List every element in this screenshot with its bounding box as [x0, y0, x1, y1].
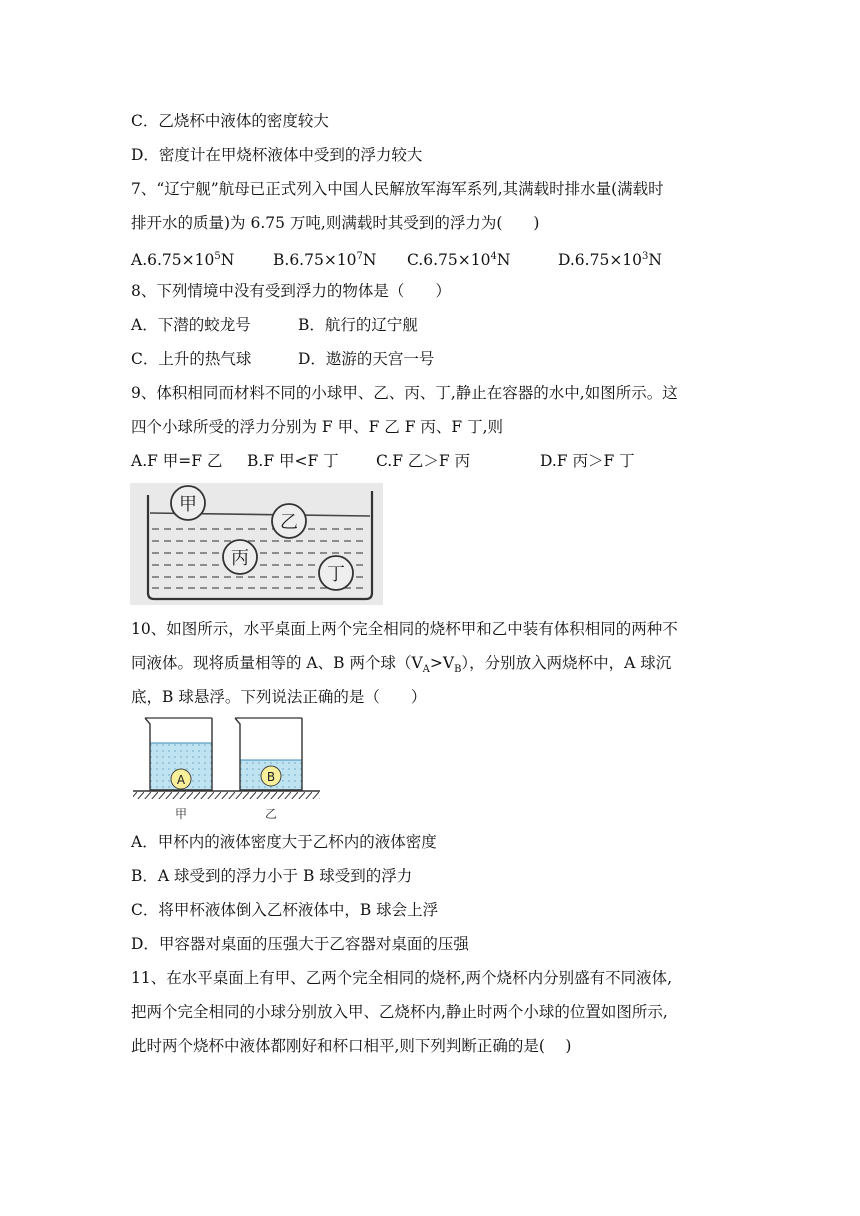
ball-ding-label: 丁 — [327, 564, 345, 585]
q9-option-d: D.F 丙＞F 丁 — [540, 452, 635, 470]
q7-text-line1: 7、“辽宁舰”航母已正式列入中国人民解放军海军系列,其满载时排水量(满载时 — [131, 180, 664, 198]
ball-jia-label: 甲 — [179, 494, 197, 515]
q9-option-b: B.F 甲<F 丁 — [247, 452, 339, 470]
ball-yi-label: 乙 — [280, 512, 298, 533]
cup-yi — [235, 718, 302, 790]
q6-option-c: C．乙烧杯中液体的密度较大 — [131, 112, 329, 130]
cup-jia-label: 甲 — [174, 807, 188, 821]
table-hatch — [133, 792, 320, 799]
q8-option-b: B．航行的辽宁舰 — [298, 316, 418, 334]
q9-text-line2: 四个小球所受的浮力分别为 F 甲、F 乙 F 丙、F 丁,则 — [131, 418, 504, 436]
q9-option-a: A.F 甲=F 乙 — [131, 452, 223, 470]
q7-option-a: $A.6.75\times 10^5N$ — [131, 251, 235, 270]
cup-jia — [145, 718, 212, 790]
ball-yi — [272, 504, 306, 538]
q10-text-line3: 底，B 球悬浮。下列说法正确的是（ ） — [131, 688, 427, 706]
q8-option-c: C．上升的热气球 — [131, 350, 252, 368]
ball-bing-label: 丙 — [231, 548, 249, 569]
q9-text-line1: 9、体积相同而材料不同的小球甲、乙、丙、丁,静止在容器的水中,如图所示。这 — [131, 384, 678, 402]
q8-text: 8、下列情境中没有受到浮力的物体是（ ） — [131, 282, 451, 300]
q10-option-d: D．甲容器对桌面的压强大于乙容器对桌面的压强 — [131, 935, 469, 953]
ball-jia — [171, 486, 205, 520]
q11-text-line2: 把两个完全相同的小球分别放入甲、乙烧杯内,静止时两个小球的位置如图所示, — [131, 1003, 668, 1021]
q6-option-d: D．密度计在甲烧杯液体中受到的浮力较大 — [131, 146, 423, 164]
q10-text-line2: 同液体。现将质量相等的 A、B 两个球$(V_A>V_B)$，分别放入两烧杯中，A 球沉 — [131, 654, 672, 676]
q10-option-a: A．甲杯内的液体密度大于乙杯内的液体密度 — [131, 833, 437, 851]
ball-b-label: B — [266, 770, 276, 784]
ball-ding — [319, 556, 353, 590]
q8-option-d: D．遨游的天宫一号 — [298, 350, 435, 368]
q8-options-row2 — [131, 349, 435, 369]
q10-option-c: C．将甲杯液体倒入乙杯液体中，B 球会上浮 — [131, 901, 439, 919]
q11-text-line1: 11、在水平桌面上有甲、乙两个完全相同的烧杯,两个烧杯内分别盛有不同液体, — [131, 969, 673, 987]
q7-text-line2: 排开水的质量)为 6.75 万吨,则满载时其受到的浮力为( ) — [131, 214, 540, 232]
q8-options-row1 — [131, 315, 418, 335]
q8-option-a: A．下潜的蛟龙号 — [131, 316, 251, 334]
q10-option-b: B．A 球受到的浮力小于 B 球受到的浮力 — [131, 867, 413, 885]
q11-text-line3: 此时两个烧杯中液体都刚好和杯口相平,则下列判断正确的是( ) — [131, 1037, 572, 1055]
ball-bing — [223, 540, 257, 574]
q9-figure — [130, 483, 383, 605]
q7-option-c: $C.6.75\times 10^4N$ — [407, 251, 511, 270]
cup-yi-label: 乙 — [264, 807, 278, 821]
q10-figure — [130, 712, 322, 824]
ball-a-label: A — [176, 773, 186, 787]
q9-option-c: C.F 乙＞F 丙 — [376, 452, 471, 470]
q7-option-d: $D.6.75\times 10^3N$ — [558, 251, 662, 270]
q7-option-b: $B.6.75\times 10^7N$ — [273, 251, 377, 270]
q10-text-line1: 10、如图所示，水平桌面上两个完全相同的烧杯甲和乙中装有体积相同的两种不 — [131, 620, 678, 638]
